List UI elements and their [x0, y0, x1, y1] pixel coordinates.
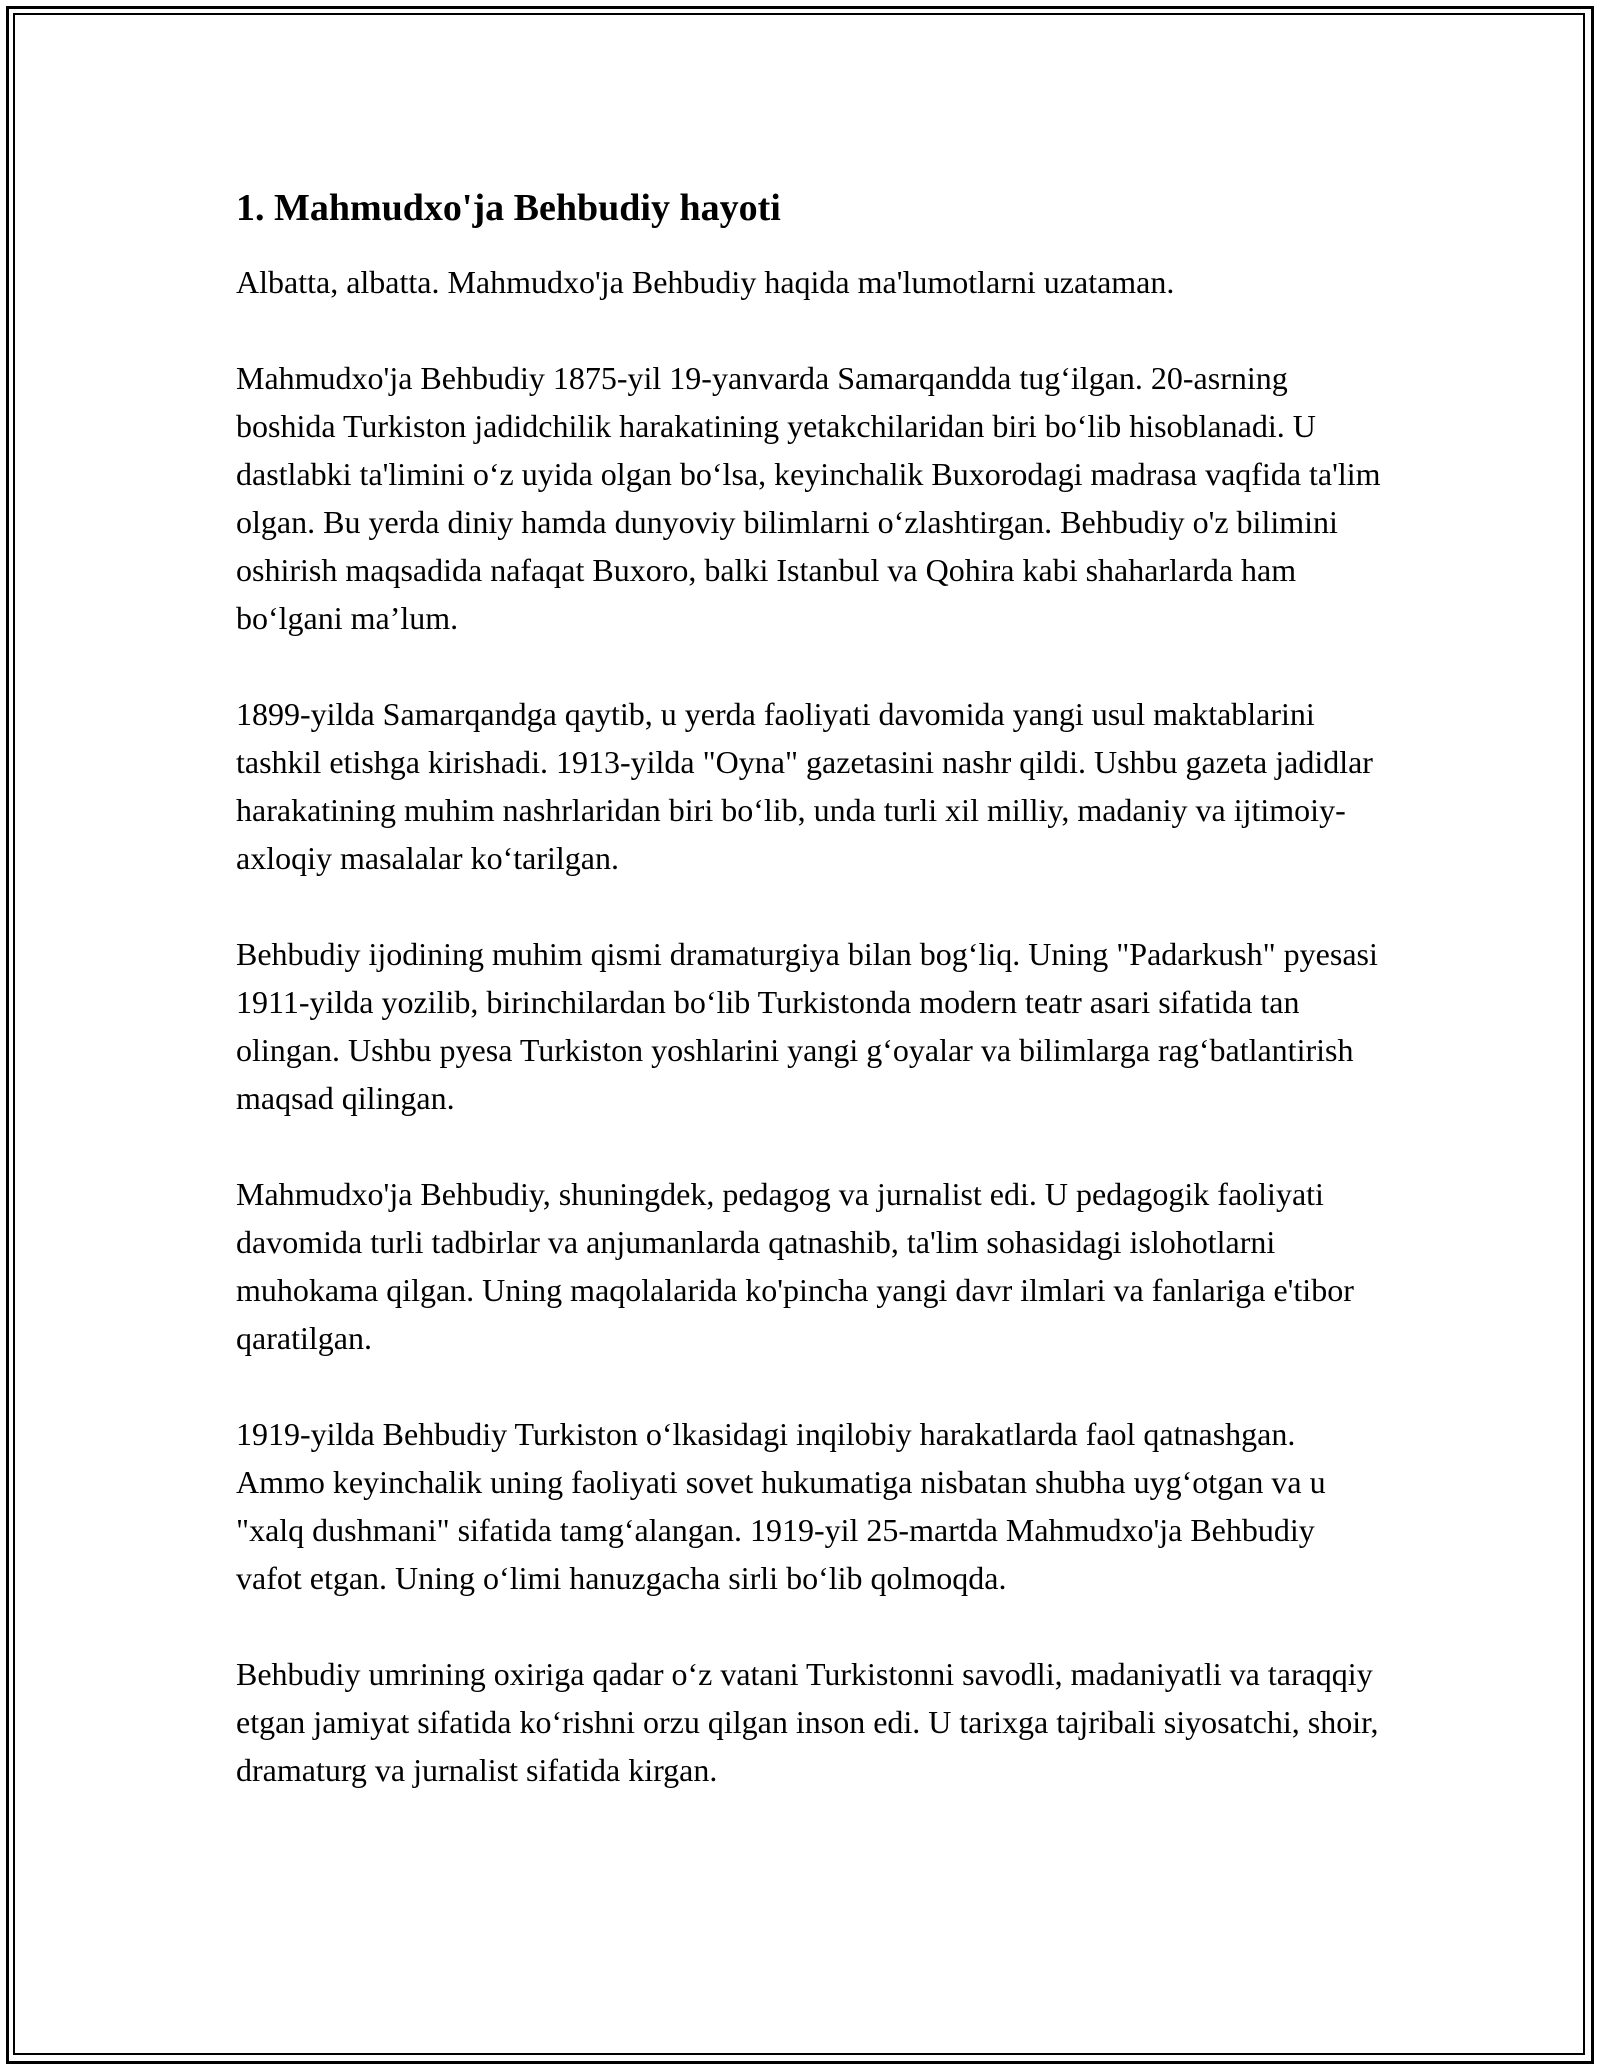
document-title: 1. Mahmudxo'ja Behbudiy hayoti [236, 187, 781, 229]
paragraph-oyna-gazette: 1899-yilda Samarqandga qaytib, u yerda faoliyati davomida yangi usul maktablarini tashkil etishga kirishadi. 1913-yilda "Oyna" gazetasini nashr qildi. Ushbu gazeta jadidlar harakatining muhim nashrlaridan biri bo‘lib, unda turli xil milliy, madaniy va ijtimoiy-axloqiy masalalar ko‘tarilgan. [236, 696, 1373, 876]
document-body [236, 184, 1386, 1842]
intro-paragraph: Albatta, albatta. Mahmudxo'ja Behbudiy haqida ma'lumotlarni uzataman. [236, 264, 1175, 300]
paragraph-pedagog-journalist: Mahmudxo'ja Behbudiy, shuningdek, pedagog va jurnalist edi. U pedagogik faoliyati davomida turli tadbirlar va anjumanlarda qatnashib, ta'lim sohasidagi islohotlarni muhokama qilgan. Uning maqolalarida ko'pincha yangi davr ilmlari va fanlariga e'tibor qaratilgan. [236, 1176, 1354, 1356]
paragraph-birth-education: Mahmudxo'ja Behbudiy 1875-yil 19-yanvarda Samarqandda tug‘ilgan. 20-asrning boshida Turkiston jadidchilik harakatining yetakchilaridan biri bo‘lib hisoblanadi. U dastlabki ta'limini o‘z uyida olgan bo‘lsa, keyinchalik Buxorodagi madrasa vaqfida ta'lim olgan. Bu yerda diniy hamda dunyoviy bilimlarni o‘zlashtirgan. Behbudiy o'z bilimini oshirish maqsadida nafaqat Buxoro, balki Istanbul va Qohira kabi shaharlarda ham bo‘lgani ma’lum. [236, 360, 1381, 636]
paragraph-legacy: Behbudiy umrining oxiriga qadar o‘z vatani Turkistonni savodli, madaniyatli va taraqqiy etgan jamiyat sifatida ko‘rishni orzu qilgan inson edi. U tarixga tajribali siyosatchi, shoir, dramaturg va jurnalist sifatida kirgan. [236, 1656, 1379, 1788]
paragraph-death: 1919-yilda Behbudiy Turkiston o‘lkasidagi inqilobiy harakatlarda faol qatnashgan. Ammo keyinchalik uning faoliyati sovet hukumatiga nisbatan shubha uyg‘otgan va u "xalq dushmani" sifatida tamg‘alangan. 1919-yil 25-martda Mahmudxo'ja Behbudiy vafot etgan. Uning o‘limi hanuzgacha sirli bo‘lib qolmoqda. [236, 1416, 1326, 1596]
paragraph-padarkush: Behbudiy ijodining muhim qismi dramaturgiya bilan bog‘liq. Uning "Padarkush" pyesasi 1911-yilda yozilib, birinchilardan bo‘lib Turkistonda modern teatr asari sifatida tan olingan. Ushbu pyesa Turkiston yoshlarini yangi g‘oyalar va bilimlarga rag‘batlantirish maqsad qilingan. [236, 936, 1378, 1116]
